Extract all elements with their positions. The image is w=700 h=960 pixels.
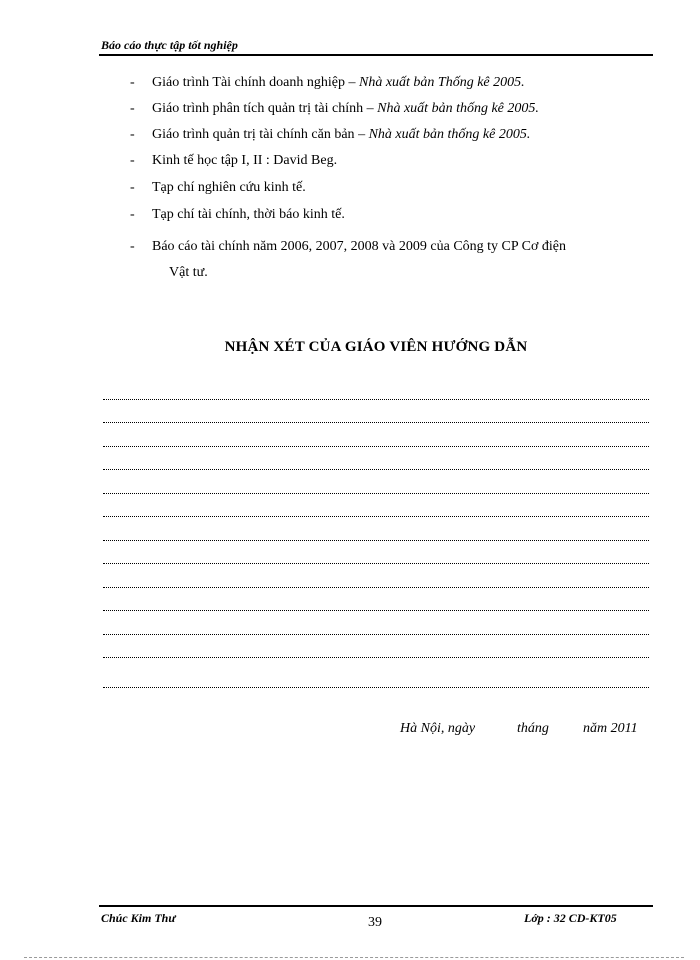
page-bottom-divider xyxy=(24,957,684,958)
dotted-line xyxy=(103,493,649,494)
bullet-dash: - xyxy=(130,207,135,222)
dotted-line xyxy=(103,657,649,658)
header-rule xyxy=(99,54,653,56)
reference-text: Giáo trình quản trị tài chính căn bản – Nhà xuất bản thống kê 2005. xyxy=(152,127,531,142)
date-month: tháng xyxy=(517,721,549,736)
dotted-line xyxy=(103,634,649,635)
dotted-line xyxy=(103,446,649,447)
reference-continuation-text: Vật tư. xyxy=(169,265,208,280)
bullet-dash: - xyxy=(130,239,135,254)
dotted-line xyxy=(103,687,649,688)
dotted-line xyxy=(103,563,649,564)
footer-author: Chúc Kim Thư xyxy=(101,911,176,925)
dotted-line xyxy=(103,610,649,611)
bullet-dash: - xyxy=(130,101,135,116)
date-year: năm 2011 xyxy=(583,721,638,736)
section-title: NHẬN XÉT CỦA GIÁO VIÊN HƯỚNG DẪN xyxy=(224,339,528,355)
reference-text: Báo cáo tài chính năm 2006, 2007, 2008 và 2009 của Công ty CP Cơ điện xyxy=(152,239,566,254)
dotted-line xyxy=(103,587,649,588)
bullet-dash: - xyxy=(130,180,135,195)
reference-text: Tạp chí tài chính, thời báo kinh tế. xyxy=(152,207,345,222)
dotted-line xyxy=(103,516,649,517)
date-place: Hà Nội, ngày xyxy=(400,721,476,736)
header-title: Báo cáo thực tập tốt nghiệp xyxy=(101,38,238,52)
dotted-line xyxy=(103,469,649,470)
dotted-line xyxy=(103,540,649,541)
dotted-line xyxy=(103,399,649,400)
reference-text: Tạp chí nghiên cứu kinh tế. xyxy=(152,180,306,195)
footer-class: Lớp : 32 CD-KT05 xyxy=(524,911,617,925)
bullet-dash: - xyxy=(130,127,135,142)
reference-text: Giáo trình Tài chính doanh nghiệp – Nhà xuất bản Thống kê 2005. xyxy=(152,75,525,90)
dotted-line xyxy=(103,422,649,423)
footer-rule xyxy=(99,905,653,907)
reference-text: Kinh tế học tập I, II : David Beg. xyxy=(152,153,338,168)
bullet-dash: - xyxy=(130,75,135,90)
page-number: 39 xyxy=(368,915,382,930)
reference-text: Giáo trình phân tích quản trị tài chính – Nhà xuất bản thống kê 2005. xyxy=(152,101,539,116)
bullet-dash: - xyxy=(130,153,135,168)
